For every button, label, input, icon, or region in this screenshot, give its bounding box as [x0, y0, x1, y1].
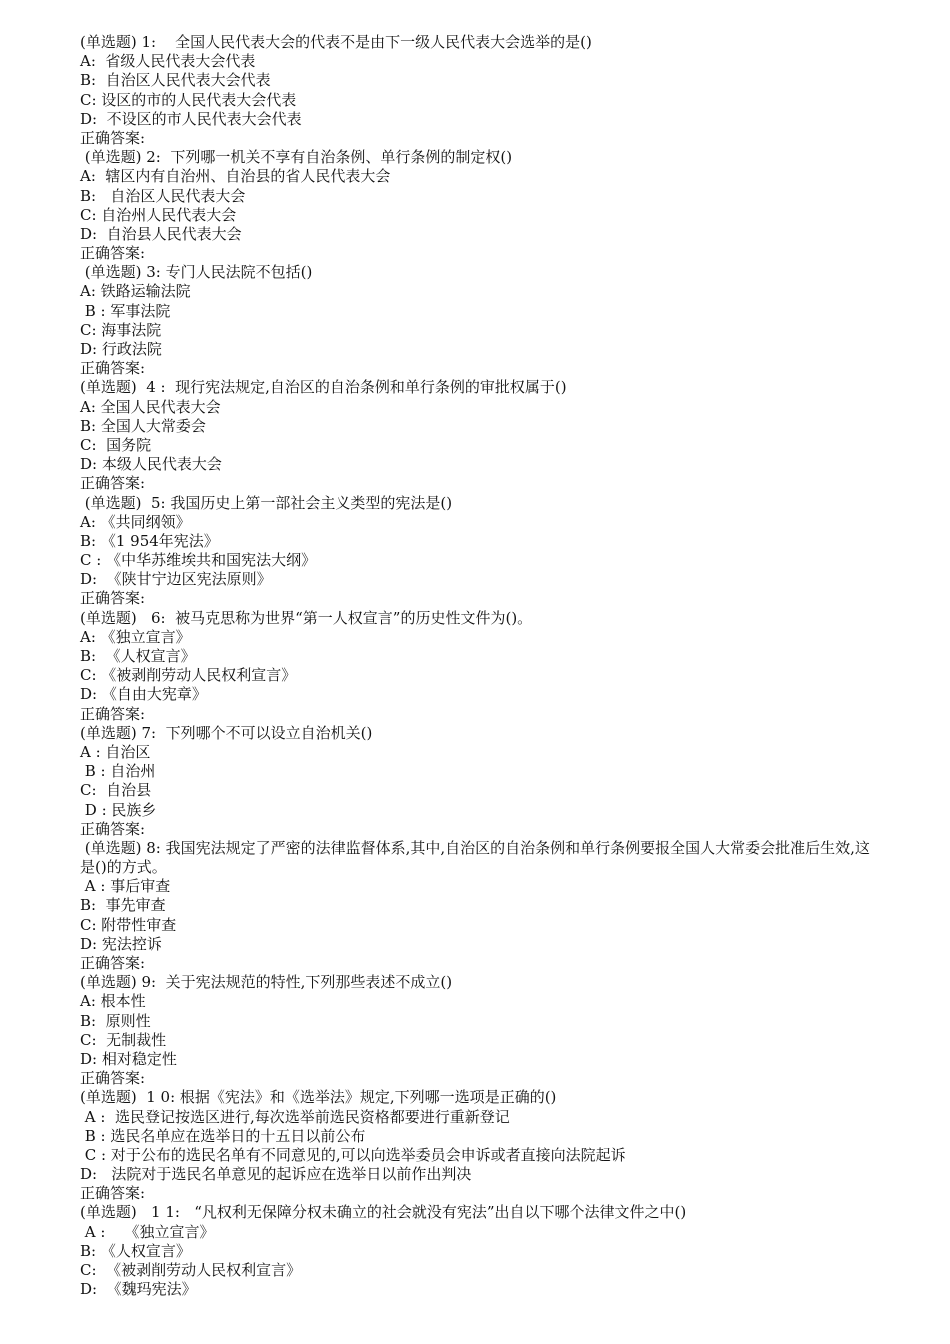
correct-answer-label: 正确答案:	[80, 474, 146, 493]
correct-answer-label: 正确答案:	[80, 704, 146, 723]
answer-option: D: 法院对于选民名单意见的起诉应在选举日以前作出判决	[80, 1165, 472, 1184]
question-block	[80, 494, 880, 609]
question-stem: (单选题) 8: 我国宪法规定了严密的法律监督体系,其中,自治区的自治条例和单行条例要报全国人大常委会批准后生效,这是()的方式。	[80, 838, 870, 877]
answer-option: A : 事后审查	[80, 877, 171, 896]
answer-option: A : 自治区	[80, 742, 151, 761]
answer-option: D: 本级人民代表大会	[80, 455, 222, 474]
answer-option: C: 《被剥削劳动人民权利宣言》	[80, 666, 297, 685]
answer-option: C: 附带性审查	[80, 915, 177, 934]
answer-option: A: 《共同纲领》	[80, 512, 191, 531]
question-block	[80, 1088, 880, 1203]
answer-option: C: 国务院	[80, 435, 152, 454]
question-block	[80, 33, 880, 148]
question-stem: (单选题) 6: 被马克思称为世界“第一人权宣言”的历史性文件为()。	[80, 608, 533, 627]
answer-option: D : 民族乡	[80, 800, 157, 819]
question-stem: (单选题) 1 0: 根据《宪法》和《选举法》规定,下列哪一选项是正确的()	[80, 1088, 557, 1107]
question-block	[80, 148, 880, 263]
question-stem: (单选题) 2: 下列哪一机关不享有自治条例、单行条例的制定权()	[80, 148, 513, 167]
answer-option: A: 全国人民代表大会	[80, 397, 221, 416]
question-stem: (单选题) 9: 关于宪法规范的特性,下列那些表述不成立()	[80, 973, 453, 992]
answer-option: D: 《自由大宪章》	[80, 685, 207, 704]
question-block	[80, 1203, 880, 1299]
answer-option: B: 事先审查	[80, 896, 166, 915]
answer-option: C : 对于公布的选民名单有不同意见的,可以向选举委员会申诉或者直接向法院起诉	[80, 1145, 626, 1164]
answer-option: C: 自治县	[80, 781, 152, 800]
question-block	[80, 839, 880, 973]
answer-option: B: 《人权宣言》	[80, 1241, 191, 1260]
correct-answer-label: 正确答案:	[80, 954, 146, 973]
correct-answer-label: 正确答案:	[80, 819, 146, 838]
question-stem: (单选题) 1: 全国人民代表大会的代表不是由下一级人民代表大会选举的是()	[80, 33, 592, 51]
answer-option: C: 设区的市的人民代表大会代表	[80, 90, 297, 109]
question-stem: (单选题) 1 1: “凡权利无保障分权未确立的社会就没有宪法”出自以下哪个法律文件之中()	[80, 1203, 687, 1222]
answer-option: B : 自治州	[80, 762, 156, 781]
question-block	[80, 263, 880, 378]
answer-option: D: 《魏玛宪法》	[80, 1280, 197, 1299]
question-stem: (单选题) 7: 下列哪个不可以设立自治机关()	[80, 723, 373, 742]
question-stem: (单选题) 5: 我国历史上第一部社会主义类型的宪法是()	[80, 493, 453, 512]
answer-option: D: 《陕甘宁边区宪法原则》	[80, 570, 272, 589]
correct-answer-label: 正确答案:	[80, 1069, 146, 1088]
question-block	[80, 724, 880, 839]
correct-answer-label: 正确答案:	[80, 128, 146, 147]
answer-option: A : 《独立宣言》	[80, 1222, 215, 1241]
answer-option: B : 军事法院	[80, 301, 171, 320]
answer-option: D: 宪法控诉	[80, 934, 162, 953]
answer-option: C : 《中华苏维埃共和国宪法大纲》	[80, 551, 317, 570]
answer-option: C: 自治州人民代表大会	[80, 205, 237, 224]
question-stem: (单选题) 3: 专门人民法院不包括()	[80, 263, 313, 282]
answer-option: D: 相对稳定性	[80, 1049, 177, 1068]
answer-option: A : 选民登记按选区进行,每次选举前选民资格都要进行重新登记	[80, 1107, 510, 1126]
question-block	[80, 609, 880, 724]
answer-option: B: 全国人大常委会	[80, 416, 206, 435]
answer-option: A: 省级人民代表大会代表	[80, 52, 256, 71]
answer-option: D: 不设区的市人民代表大会代表	[80, 109, 302, 128]
answer-option: A: 《独立宣言》	[80, 627, 191, 646]
answer-option: A: 铁路运输法院	[80, 282, 191, 301]
answer-option: D: 行政法院	[80, 340, 162, 358]
answer-option: B: 原则性	[80, 1011, 151, 1030]
answer-option: A: 辖区内有自治州、自治县的省人民代表大会	[80, 167, 391, 186]
answer-option: B: 自治区人民代表大会	[80, 186, 246, 205]
answer-option: B: 自治区人民代表大会代表	[80, 71, 271, 90]
answer-option: B : 选民名单应在选举日的十五日以前公布	[80, 1126, 366, 1145]
answer-option: D: 自治县人民代表大会	[80, 224, 242, 243]
correct-answer-label: 正确答案:	[80, 1184, 146, 1203]
correct-answer-label: 正确答案:	[80, 589, 146, 608]
answer-option: C: 无制裁性	[80, 1030, 167, 1049]
document-body	[80, 33, 880, 1299]
answer-option: C: 《被剥削劳动人民权利宣言》	[80, 1261, 302, 1280]
question-block	[80, 378, 880, 493]
question-block	[80, 973, 880, 1088]
question-stem: (单选题) 4 : 现行宪法规定,自治区的自治条例和单行条例的审批权属于()	[80, 378, 567, 397]
answer-option: B: 《人权宣言》	[80, 647, 196, 665]
answer-option: C: 海事法院	[80, 320, 162, 339]
correct-answer-label: 正确答案:	[80, 244, 146, 263]
correct-answer-label: 正确答案:	[80, 359, 146, 378]
answer-option: B: 《1 954年宪法》	[80, 531, 219, 550]
answer-option: A: 根本性	[80, 992, 146, 1011]
